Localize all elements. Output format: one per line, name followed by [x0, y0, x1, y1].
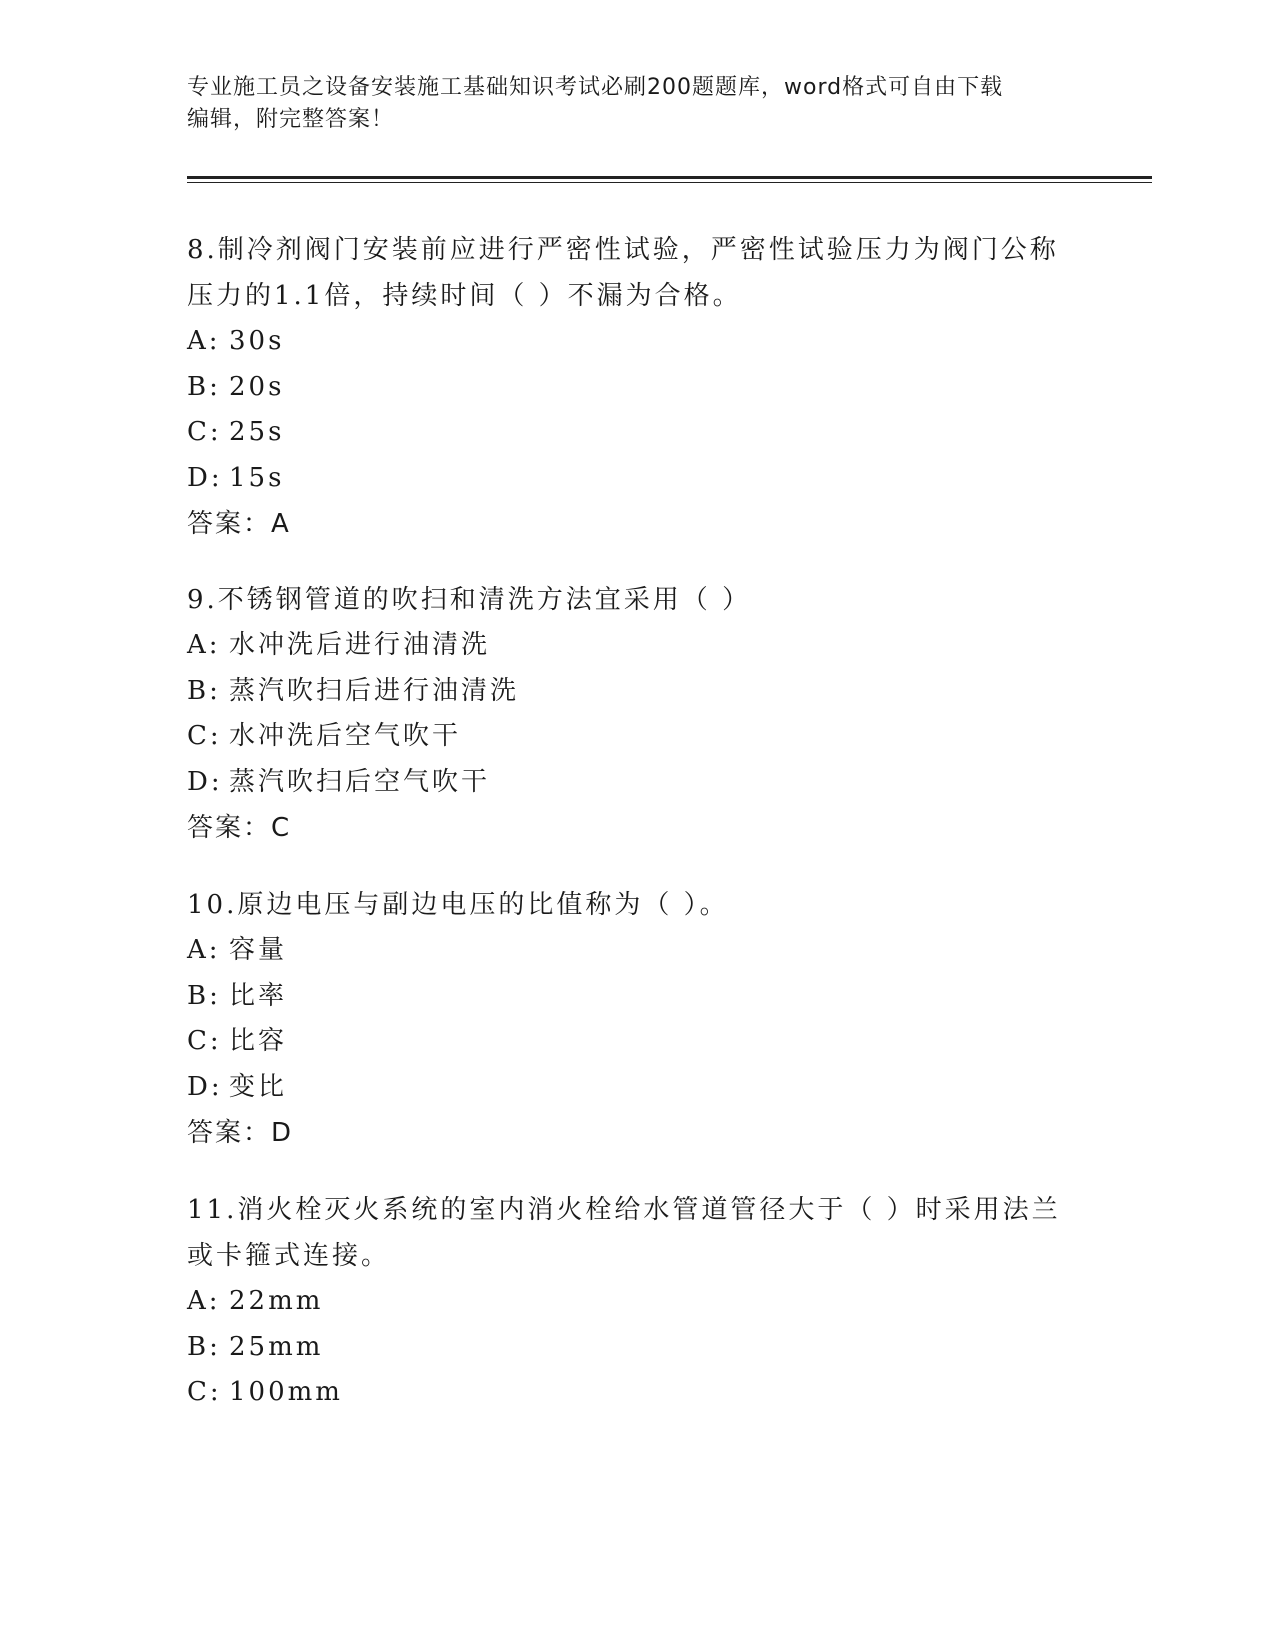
answer-line: 答案：D: [187, 1118, 294, 1148]
answer-line: 答案：A: [187, 509, 291, 539]
option-text: 蒸汽吹扫后空气吹干: [229, 766, 491, 797]
option-text: 容量: [229, 935, 288, 965]
option-d: [187, 760, 1067, 806]
option-text: 比容: [229, 1026, 288, 1056]
option-letter: A:: [187, 630, 221, 660]
option-letter: A:: [187, 935, 221, 965]
option-c: [187, 1019, 1067, 1065]
option-letter: D:: [187, 1071, 223, 1102]
answer-line: 答案：C: [187, 813, 292, 843]
question-text-line: 8.制冷剂阀门安装前应进行严密性试验，严密性试验压力为阀门公称: [187, 235, 1059, 265]
option-text: 水冲洗后进行油清洗: [229, 630, 491, 660]
question-text-line: 或卡箍式连接。: [187, 1241, 391, 1271]
option-d: [187, 456, 1067, 502]
header-line-2: 编辑，附完整答案！: [187, 107, 395, 132]
option-letter: A:: [187, 1286, 221, 1316]
option-c: [187, 1370, 1067, 1416]
option-letter: B:: [187, 371, 221, 402]
header-divider-thin: [187, 182, 1152, 183]
question-text-line: 11.消火栓灭火系统的室内消火栓给水管道管径大于（ ）时采用法兰: [187, 1195, 1061, 1225]
option-text: 25mm: [229, 1331, 324, 1362]
option-letter: D:: [187, 766, 223, 797]
option-text: 蒸汽吹扫后进行油清洗: [229, 675, 520, 706]
option-b: [187, 1325, 1067, 1371]
option-a: [187, 928, 1067, 974]
question-block: [187, 1187, 1067, 1416]
option-letter: C:: [187, 417, 222, 447]
option-text: 水冲洗后空气吹干: [229, 721, 462, 751]
header-line-1: 专业施工员之设备安装施工基础知识考试必刷200题题库，word格式可自由下载: [187, 75, 1004, 100]
document-header: [187, 72, 1087, 136]
question-block: [187, 227, 1067, 547]
option-text: 20s: [229, 371, 285, 402]
option-text: 比率: [229, 980, 288, 1011]
option-a: [187, 319, 1067, 365]
option-letter: D:: [187, 462, 223, 493]
option-b: [187, 365, 1067, 411]
option-text: 变比: [229, 1071, 288, 1102]
option-a: [187, 1279, 1067, 1325]
option-letter: B:: [187, 675, 221, 706]
option-b: [187, 974, 1067, 1020]
option-d: [187, 1065, 1067, 1111]
question-text-line: 10.原边电压与副边电压的比值称为（ ）。: [187, 890, 729, 920]
option-b: [187, 669, 1067, 715]
option-text: 25s: [229, 417, 285, 447]
option-c: [187, 714, 1067, 760]
option-letter: C:: [187, 1026, 222, 1056]
option-text: 22mm: [229, 1286, 324, 1316]
option-text: 15s: [229, 462, 285, 493]
option-a: [187, 623, 1067, 669]
option-text: 100mm: [229, 1377, 343, 1407]
header-divider-thick: [187, 176, 1152, 179]
question-block: [187, 882, 1067, 1156]
option-letter: B:: [187, 980, 221, 1011]
option-letter: C:: [187, 721, 222, 751]
question-block: [187, 577, 1067, 851]
option-text: 30s: [229, 326, 285, 356]
option-letter: C:: [187, 1377, 222, 1407]
question-text-line: 9.不锈钢管道的吹扫和清洗方法宜采用（ ）: [187, 585, 752, 615]
option-c: [187, 410, 1067, 456]
option-letter: A:: [187, 326, 221, 356]
option-letter: B:: [187, 1331, 221, 1362]
question-text-line: 压力的1.1倍，持续时间（ ）不漏为合格。: [187, 281, 742, 311]
